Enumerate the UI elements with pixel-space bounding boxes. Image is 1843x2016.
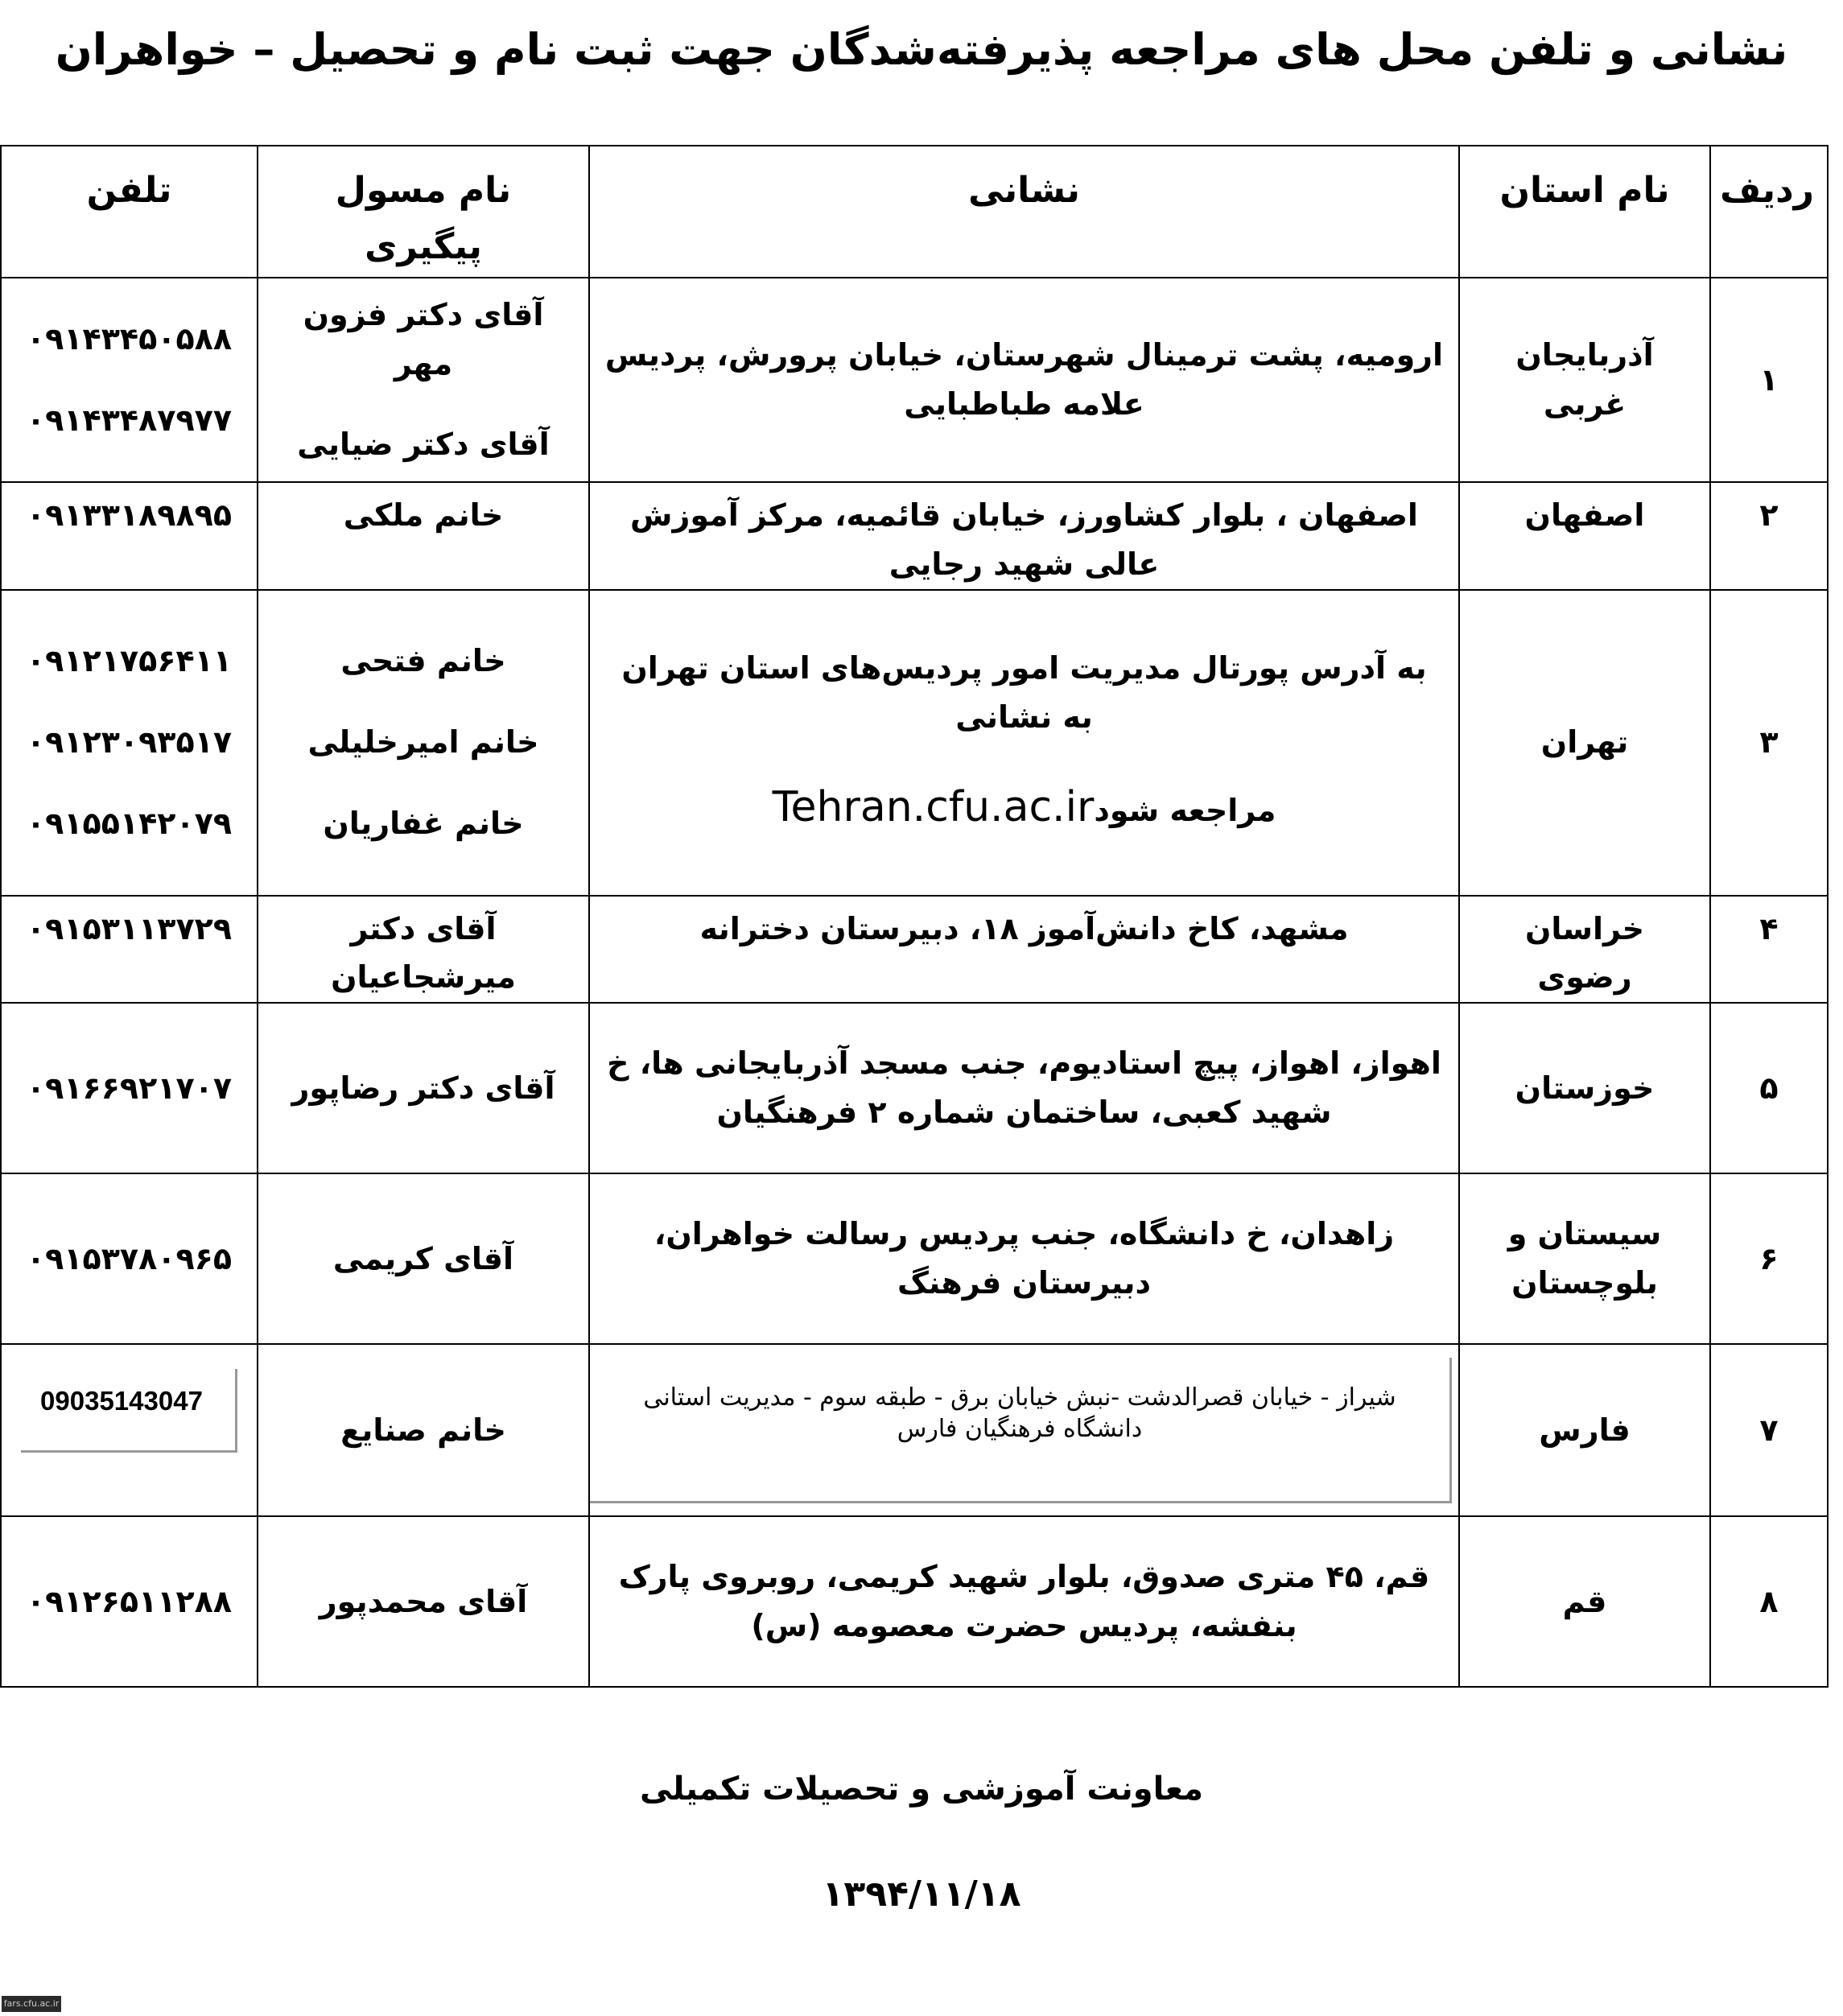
- row-contacts: [258, 1516, 589, 1687]
- contact-name: خانم امیرخلیلی: [307, 724, 539, 761]
- phone-number: ۰۹۱۴۳۴۵۰۵۸۸: [26, 321, 233, 357]
- row-address: مشهد، کاخ دانش‌آموز ۱۸، دبیرستان دخترانه: [589, 896, 1459, 1004]
- row-index: ۲: [1710, 482, 1828, 590]
- table-row: [1, 590, 1828, 896]
- registration-locations-table: [0, 145, 1829, 1688]
- phone-number: ۰۹۱۵۵۱۴۲۰۷۹: [26, 805, 233, 841]
- contact-name: آقای دکتر فزون مهر: [303, 296, 544, 381]
- row-phones: [1, 1516, 258, 1687]
- row-phones: [1, 482, 258, 590]
- row-province: آذربایجان غربی: [1459, 278, 1710, 482]
- table-row: [1, 482, 1828, 590]
- table-row: [1, 278, 1828, 482]
- row-contacts: [258, 590, 589, 896]
- phone-textbox: 09035143047: [21, 1369, 237, 1453]
- address-line: به آدرس پورتال مدیریت امور پردیس‌های استان تهران به نشانی: [621, 650, 1427, 735]
- site-watermark: fars.cfu.ac.ir: [2, 1996, 61, 2012]
- issuing-office: معاونت آموزشی و تحصیلات تکمیلی: [640, 1771, 1203, 1808]
- phone-number: ۰۹۱۳۳۱۸۹۸۹۵: [26, 497, 233, 533]
- row-contacts: [258, 278, 589, 482]
- row-index: ۷: [1710, 1344, 1828, 1516]
- contact-name: خانم ملکی: [343, 497, 504, 533]
- row-contacts: [258, 1003, 589, 1173]
- row-province: قم: [1459, 1516, 1710, 1687]
- contact-name: خانم صنایع: [340, 1412, 506, 1448]
- phone-number: ۰۹۱۵۳۱۱۳۷۲۹: [26, 910, 233, 946]
- row-phones: [1, 1173, 258, 1344]
- header-address: نشانی: [589, 146, 1459, 278]
- phone-number: ۰۹۱۴۳۴۸۷۹۷۷: [26, 402, 233, 438]
- contact-name: آقای محمدپور: [319, 1583, 528, 1619]
- row-phones: [1, 590, 258, 896]
- contact-name: آقای دکتر میرشجاعیان: [331, 910, 516, 996]
- contact-name: آقای دکتر رضاپور: [291, 1070, 555, 1106]
- header-province: نام استان: [1459, 146, 1710, 278]
- row-index: ۶: [1710, 1173, 1828, 1344]
- row-address: اصفهان ، بلوار کشاورز، خیابان قائمیه، مرکز آموزش عالی شهید رجایی: [589, 482, 1459, 590]
- issue-date: ۱۳۹۴/۱۱/۱۸: [822, 1874, 1021, 1915]
- table-row: [1, 896, 1828, 1004]
- row-province: خوزستان: [1459, 1003, 1710, 1173]
- row-province: سیستان و بلوچستان: [1459, 1173, 1710, 1344]
- contact-name: خانم فتحی: [340, 643, 506, 679]
- row-contacts: [258, 1344, 589, 1516]
- header-contact: نام مسول پیگیری: [258, 146, 589, 278]
- row-index: ۸: [1710, 1516, 1828, 1687]
- row-phones: [1, 896, 258, 1004]
- contact-name: خانم غفاریان: [323, 805, 524, 841]
- contact-name: آقای دکتر ضیایی: [297, 427, 550, 463]
- row-phones: [1, 278, 258, 482]
- address-textbox: شیراز - خیابان قصرالدشت -نبش خیابان برق - طبقه سوم - مدیریت استانی دانشگاه فرهنگیان فارس: [590, 1358, 1452, 1503]
- row-contacts: [258, 896, 589, 1004]
- phone-number: ۰۹۱۲۳۰۹۳۵۱۷: [26, 724, 233, 761]
- portal-url-link[interactable]: Tehran.cfu.ac.ir: [772, 782, 1095, 831]
- row-province: فارس: [1459, 1344, 1710, 1516]
- row-phones: [1, 1003, 258, 1173]
- row-index: ۱: [1710, 278, 1828, 482]
- document-title: نشانی و تلفن محل های مراجعه پذیرفته‌شدگان جهت ثبت نام و تحصیل – خواهران: [55, 24, 1788, 75]
- table-row: [1, 1516, 1828, 1687]
- header-phone: تلفن: [1, 146, 258, 278]
- address-portal: [603, 774, 1445, 841]
- table-header-row: [1, 146, 1828, 278]
- address-suffix: مراجعه شود: [1094, 792, 1276, 828]
- phone-number: ۰۹۱۲۱۷۵۶۴۱۱: [26, 643, 233, 679]
- phone-number: ۰۹۱۲۶۵۱۱۲۸۸: [26, 1583, 233, 1619]
- row-contacts: [258, 482, 589, 590]
- table-row: [1, 1173, 1828, 1344]
- row-address: [589, 1344, 1459, 1516]
- phone-number: ۰۹۱۶۶۹۲۱۷۰۷: [26, 1070, 233, 1106]
- row-province: خراسان رضوی: [1459, 896, 1710, 1004]
- row-address: [589, 590, 1459, 896]
- row-address: قم، ۴۵ متری صدوق، بلوار شهید کریمی، روبروی پارک بنفشه، پردیس حضرت معصومه (س): [589, 1516, 1459, 1687]
- row-address: اهواز، اهواز، پیچ استادیوم، جنب مسجد آذربایجانی ها، خ شهید کعبی، ساختمان شماره ۲ فرهنگیان: [589, 1003, 1459, 1173]
- table-row: [1, 1344, 1828, 1516]
- header-index: ردیف: [1710, 146, 1828, 278]
- phone-number: ۰۹۱۵۳۷۸۰۹۶۵: [26, 1240, 233, 1276]
- row-address: ارومیه، پشت ترمینال شهرستان، خیابان پرورش، پردیس علامه طباطبایی: [589, 278, 1459, 482]
- row-address: زاهدان، خ دانشگاه، جنب پردیس رسالت خواهران، دبیرستان فرهنگ: [589, 1173, 1459, 1344]
- row-index: ۵: [1710, 1003, 1828, 1173]
- contact-name: آقای کریمی: [332, 1240, 514, 1276]
- table-row: [1, 1003, 1828, 1173]
- row-province: تهران: [1459, 590, 1710, 896]
- row-index: ۴: [1710, 896, 1828, 1004]
- row-province: اصفهان: [1459, 482, 1710, 590]
- row-contacts: [258, 1173, 589, 1344]
- row-index: ۳: [1710, 590, 1828, 896]
- row-phones: [1, 1344, 258, 1516]
